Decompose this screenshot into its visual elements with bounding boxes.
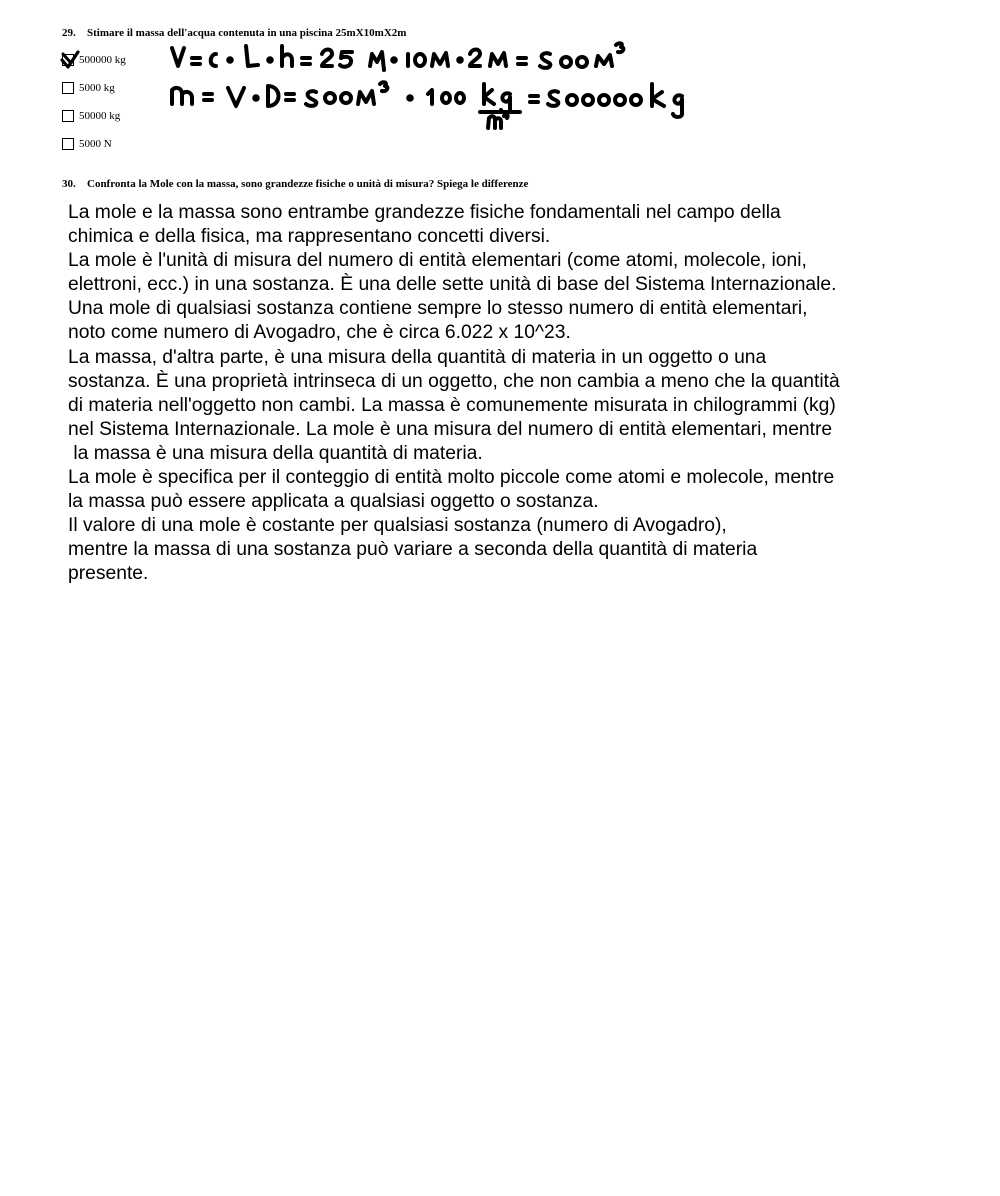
answer-line: nel Sistema Internazionale. La mole è una misura del numero di entità elementari, mentre bbox=[68, 418, 833, 440]
answer-line: Una mole di qualsiasi sostanza contiene sempre lo stesso numero di entità elementari, bbox=[68, 298, 808, 320]
answer-line: La mole è l'unità di misura del numero di entità elementari (come atomi, molecole, ioni, bbox=[68, 250, 807, 272]
answer-line: noto come numero di Avogadro, che è circa 6.022 x 10^23. bbox=[68, 322, 571, 344]
answer-line: sostanza. È una proprietà intrinseca di un oggetto, che non cambia a meno che la quantità bbox=[68, 370, 840, 392]
option-4-checkbox[interactable] bbox=[62, 138, 74, 150]
handwriting-line-1 bbox=[172, 43, 623, 70]
option-2-checkbox[interactable] bbox=[62, 82, 74, 94]
option-4[interactable] bbox=[62, 137, 112, 151]
answer-line: La mole e la massa sono entrambe grandezze fisiche fondamentali nel campo della bbox=[68, 202, 781, 223]
option-3-checkbox[interactable] bbox=[62, 110, 74, 122]
question-30-number: 30. bbox=[62, 178, 76, 190]
question-29-title bbox=[62, 27, 406, 39]
option-3-label: 50000 kg bbox=[79, 110, 121, 122]
answer-line: di materia nell'oggetto non cambi. La massa è comunemente misurata in chilogrammi (kg) bbox=[68, 394, 836, 416]
option-2-label: 5000 kg bbox=[79, 82, 115, 94]
answer-line: la massa è una misura della quantità di materia. bbox=[68, 442, 483, 464]
answer-line: elettroni, ecc.) in una sostanza. È una delle sette unità di base del Sistema Internazionale. bbox=[68, 274, 837, 296]
question-29-number: 29. bbox=[62, 27, 76, 39]
option-2[interactable] bbox=[62, 81, 115, 95]
answer-line: La mole è specifica per il conteggio di entità molto piccole come atomi e molecole, mentre bbox=[68, 467, 835, 489]
question-30-text: Confronta la Mole con la massa, sono grandezze fisiche o unità di misura? Spiega le differenze bbox=[87, 178, 529, 190]
option-1-label: 500000 kg bbox=[79, 54, 126, 66]
handwritten-check-icon bbox=[59, 50, 81, 72]
answer-text-area[interactable] bbox=[68, 201, 898, 587]
option-4-label: 5000 N bbox=[79, 138, 112, 150]
handwriting-line-2 bbox=[172, 82, 682, 128]
answer-line: la massa può essere applicata a qualsiasi oggetto o sostanza. bbox=[68, 491, 599, 513]
answer-line: mentre la massa di una sostanza può variare a seconda della quantità di materia bbox=[68, 539, 758, 561]
answer-line: presente. bbox=[68, 563, 149, 585]
answer-line: La massa, d'altra parte, è una misura della quantità di materia in un oggetto o una bbox=[68, 346, 767, 368]
option-1[interactable] bbox=[62, 53, 126, 67]
answer-line: chimica e della fisica, ma rappresentano concetti diversi. bbox=[68, 226, 551, 248]
option-3[interactable] bbox=[62, 109, 120, 123]
handwritten-calculation bbox=[166, 40, 706, 132]
option-1-checkbox[interactable] bbox=[62, 54, 74, 66]
question-30-title bbox=[62, 178, 528, 190]
question-29-text: Stimare il massa dell'acqua contenuta in una piscina 25mX10mX2m bbox=[87, 27, 407, 39]
answer-line: Il valore di una mole è costante per qualsiasi sostanza (numero di Avogadro), bbox=[68, 515, 727, 537]
